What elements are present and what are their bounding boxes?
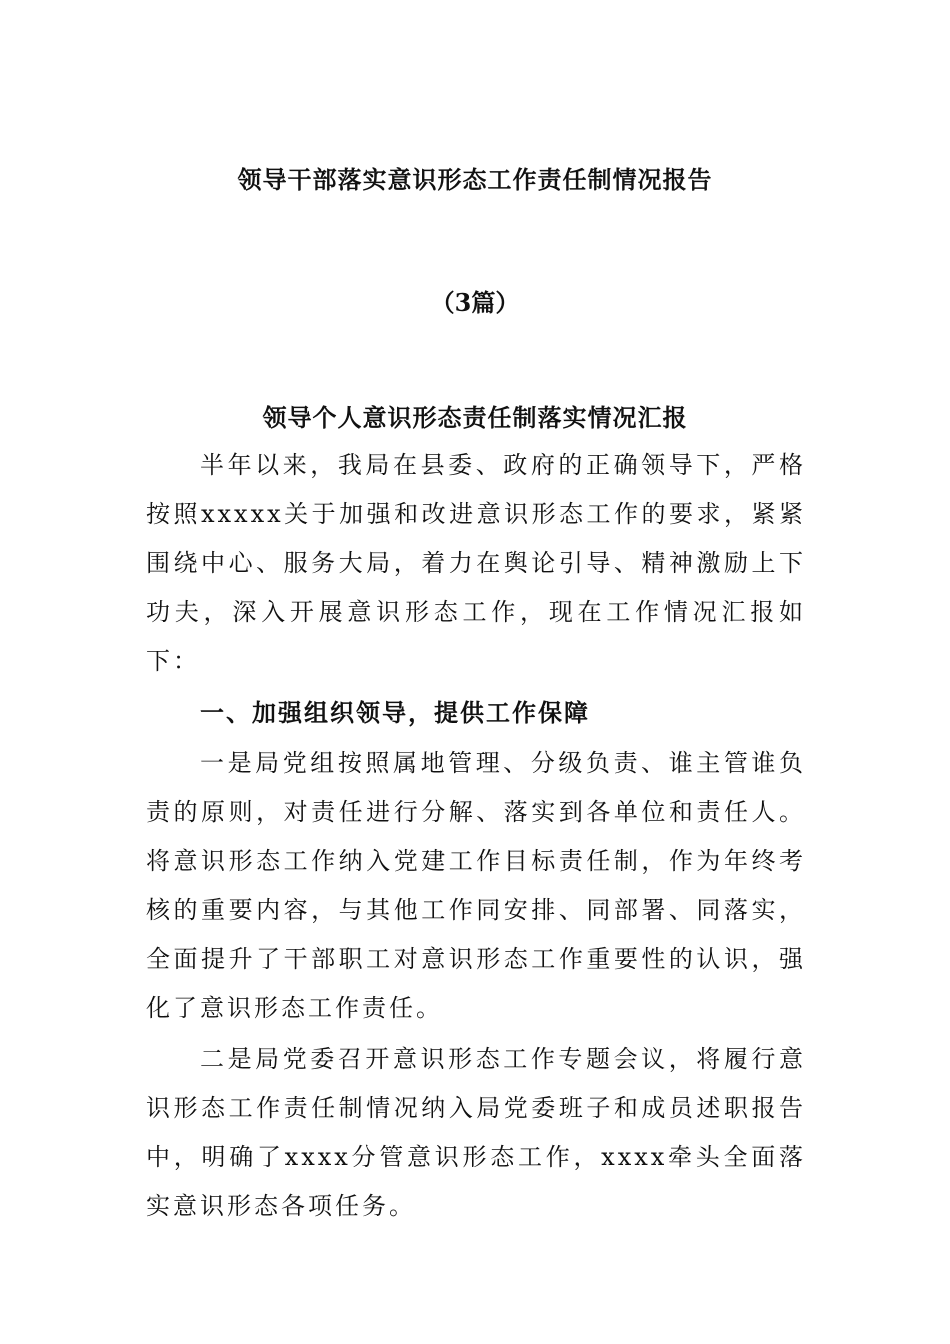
- heading-one: 一、加强组织领导，提供工作保障: [200, 698, 590, 727]
- document-title: 领导干部落实意识形态工作责任制情况报告: [237, 165, 713, 194]
- section-title: 领导个人意识形态责任制落实情况汇报: [262, 403, 688, 432]
- document-subtitle: （3篇）: [430, 288, 520, 317]
- paragraph-two: 二是局党委召开意识形态工作专题会议，将履行意识形态工作责任制情况纳入局党委班子和成员述职报告中，明确了xxxx分管意识形态工作，xxxx牵头全面落实意识形态各项任务。: [146, 1045, 806, 1220]
- document-body: [146, 441, 806, 1231]
- paragraph-one: 一是局党组按照属地管理、分级负责、谁主管谁负责的原则，对责任进行分解、落实到各单位和责任人。将意识形态工作纳入党建工作目标责任制，作为年终考核的重要内容，与其他工作同安排、同部署、同落实，全面提升了干部职工对意识形态工作重要性的认识，强化了意识形态工作责任。: [146, 749, 806, 1022]
- paragraph-intro: 半年以来，我局在县委、政府的正确领导下，严格按照xxxxx关于加强和改进意识形态工作的要求，紧紧围绕中心、服务大局，着力在舆论引导、精神激励上下功夫，深入开展意识形态工作，现在工作情况汇报如下：: [146, 451, 806, 675]
